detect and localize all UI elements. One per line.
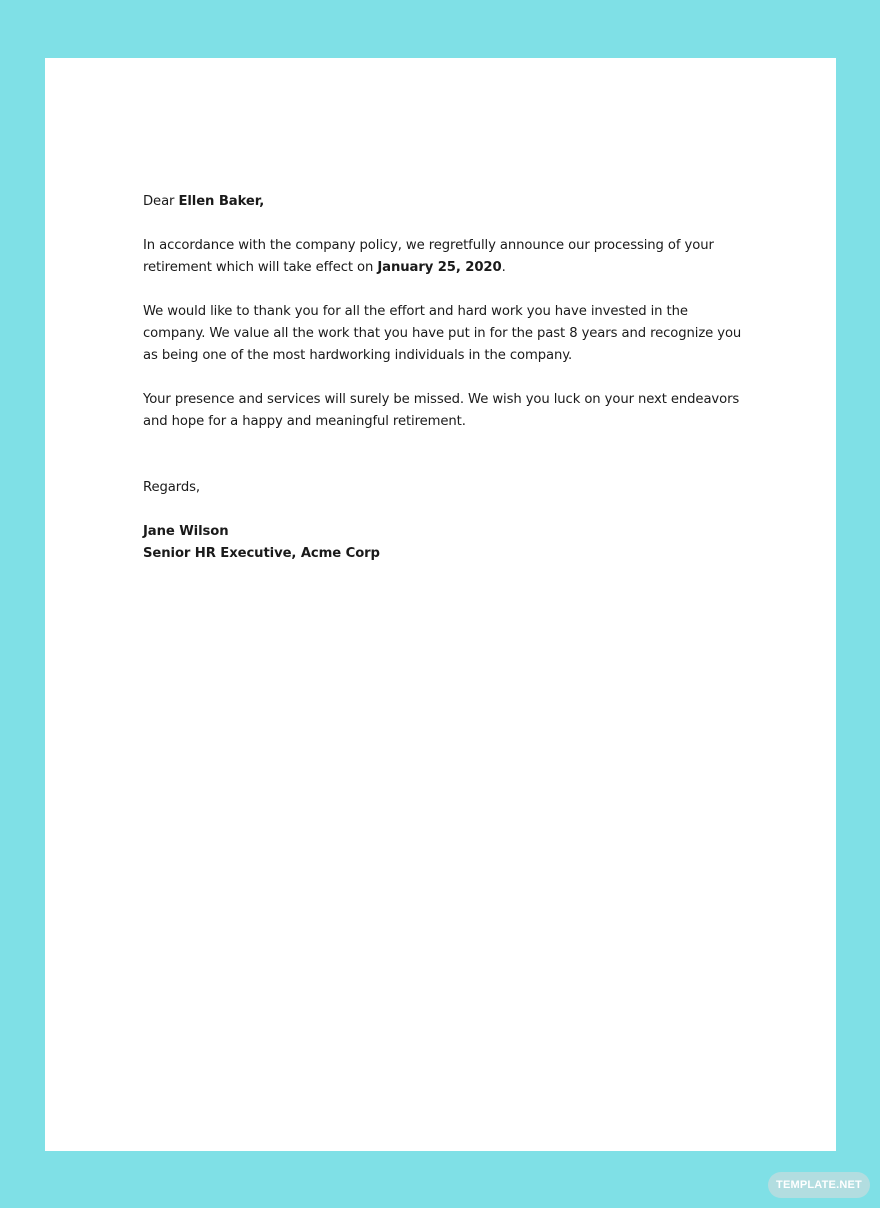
paragraph-2	[143, 301, 763, 367]
signature-block	[143, 521, 763, 565]
paragraph-3	[143, 389, 763, 433]
paragraph-2-line-3: as being one of the most hardworking individuals in the company.	[143, 348, 573, 363]
salutation-prefix: Dear	[143, 194, 179, 209]
paragraph-1-line-2	[143, 257, 763, 279]
template-net-watermark[interactable]: TEMPLATE.NET	[768, 1172, 870, 1198]
paragraph-3-line-1: Your presence and services will surely be missed. We wish you luck on your next endeavors	[143, 392, 740, 407]
paragraph-1-line-2-prefix: retirement which will take effect on	[143, 260, 378, 275]
recipient-name: Ellen Baker,	[178, 194, 265, 209]
closing: Regards,	[143, 480, 200, 495]
letter-body	[143, 191, 763, 565]
paragraph-2-line-1: We would like to thank you for all the effort and hard work you have invested in the	[143, 304, 688, 319]
paragraph-2-line-2: company. We value all the work that you have put in for the past 8 years and recognize you	[143, 326, 742, 341]
paragraph-1-line-1: In accordance with the company policy, we regretfully announce our processing of your	[143, 238, 714, 253]
sender-name: Jane Wilson	[143, 524, 229, 539]
salutation	[143, 191, 763, 213]
paragraph-1	[143, 235, 763, 279]
paragraph-3-line-2: and hope for a happy and meaningful retirement.	[143, 414, 466, 429]
sender-title: Senior HR Executive, Acme Corp	[143, 546, 380, 561]
paragraph-1-line-2-suffix: .	[501, 260, 506, 275]
effective-date: January 25, 2020	[377, 260, 502, 275]
letter-page	[45, 58, 836, 1151]
